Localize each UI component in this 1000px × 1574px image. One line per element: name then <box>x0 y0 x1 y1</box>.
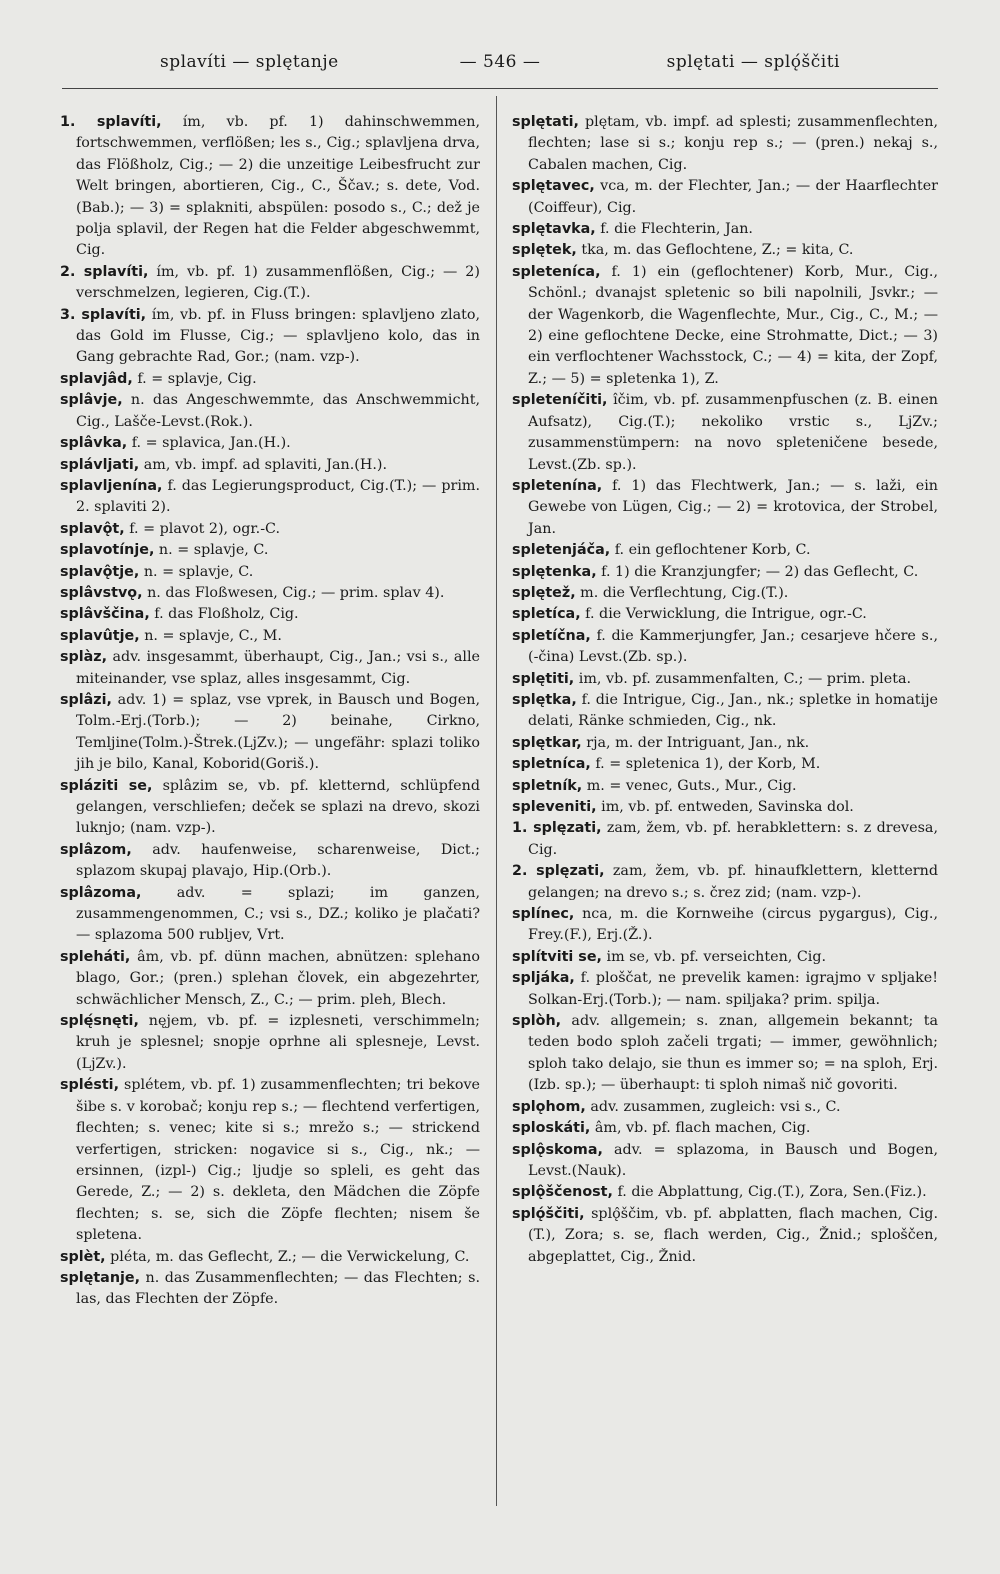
right-column <box>512 112 938 1532</box>
dictionary-entry <box>512 1204 938 1268</box>
entry-definition: n. das Floßwesen, Cig.; — prim. splav 4). <box>142 584 445 601</box>
entry-headword: splàz, <box>60 649 108 666</box>
dictionary-entry <box>60 390 480 433</box>
entry-definition: ím, vb. pf. in Fluss bringen: splavljeno zlato, das Gold im Flusse, Cig.; — splavljeno kolo, das in Gang gebrachte Rad, Gor.; (nam. vzp-). <box>76 306 480 366</box>
entry-definition: im, vb. pf. zusammenfalten, C.; — prim. pleta. <box>574 670 912 687</box>
entry-definition: f. ein geflochtener Korb, C. <box>610 542 811 559</box>
dictionary-entry <box>512 476 938 540</box>
dictionary-entry <box>512 733 938 754</box>
dictionary-entry <box>512 1118 938 1139</box>
entry-headword: splínec, <box>512 906 575 923</box>
entry-headword: splâvka, <box>60 435 128 452</box>
entry-definition: n. = splavje, C. <box>139 563 254 580</box>
entry-definition: f. 1) ein (geflochtener) Korb, Mur., Cig., Schönl.; dvanajst spletenic so bili napolnili, Jsvkr.; — der Wagenkorb, die Wagenflechte, Mur., Cig., C., M.; — 2) eine geflochtene Decke, eine Strohmatte, Dict.; — 3) ein verflochtener Wachsstock, C.; — 4) = kita, der Zopf, Z.; — 5) = spletenka 1), Z. <box>528 263 938 387</box>
entry-definition: adv. = splazoma, in Bausch und Bogen, Levst.(Nauk). <box>528 1141 938 1179</box>
entry-headword: sploskáti, <box>512 1120 591 1137</box>
entry-definition: nęjem, vb. pf. = izplesneti, verschimmeln; kruh je splesnel; snopje oprhne ali splesneje, Levst.(LjZv.). <box>76 1013 480 1072</box>
dictionary-entry <box>60 1075 480 1246</box>
entry-headword: splâvje, <box>60 392 123 409</box>
dictionary-entry <box>512 947 938 968</box>
dictionary-entry <box>512 1182 938 1203</box>
entry-definition: f. das Legierungsproduct, Cig.(T.); — prim. 2. splaviti 2). <box>76 477 480 516</box>
entry-definition: plętam, vb. impf. ad splesti; zusammenflechten, flechten; lase si s.; konju rep s.; — (pren.) nekaj s., Cabalen machen, Cig. <box>528 114 938 173</box>
entry-headword: spletíčna, <box>512 627 591 644</box>
entry-definition: m. = venec, Guts., Mur., Cig. <box>582 777 797 794</box>
entry-headword: spleveniti, <box>512 799 597 815</box>
entry-headword: splǫhom, <box>512 1098 586 1115</box>
entry-definition: tka, m. das Geflochtene, Z.; = kita, C. <box>576 242 854 259</box>
entry-headword: spletníca, <box>512 756 591 773</box>
entry-definition: adv. = splazi; im ganzen, zusammengenommen, C.; vsi s., DZ.; koliko je plačati? — splazoma 500 rubljev, Vrt. <box>76 884 480 944</box>
entry-headword: spleháti, <box>60 948 131 965</box>
header-right: splętati — splǫ́ščiti <box>666 52 840 72</box>
dictionary-entry <box>60 947 480 1011</box>
entry-definition: n. = splavje, C., M. <box>139 627 282 644</box>
entry-headword: 1. splavíti, <box>60 114 162 130</box>
entry-headword: splętati, <box>512 114 579 130</box>
entry-headword: splętkar, <box>512 734 582 751</box>
entry-headword: splâzoma, <box>60 884 142 901</box>
dictionary-entry <box>512 240 938 261</box>
entry-headword: splavǫ̂t, <box>60 520 125 537</box>
entry-definition: f. das Floßholz, Cig. <box>149 606 299 623</box>
entry-definition: im, vb. pf. entweden, Savinska dol. <box>596 799 854 815</box>
entry-headword: splésti, <box>60 1077 120 1094</box>
dictionary-entry <box>60 476 480 519</box>
dictionary-entry <box>60 519 480 540</box>
dictionary-entry <box>512 219 938 240</box>
dictionary-entry <box>60 540 480 561</box>
dictionary-entry <box>512 112 938 176</box>
entry-headword: spleteníca, <box>512 263 601 280</box>
left-column <box>60 112 480 1532</box>
dictionary-entry <box>512 604 938 625</box>
entry-definition: pléta, m. das Geflecht, Z.; — die Verwickelung, C. <box>105 1248 470 1265</box>
entry-headword: spleteníčiti, <box>512 392 608 409</box>
entry-definition: n. = splavje, C. <box>154 542 269 559</box>
entry-definition: nca, m. die Kornweihe (circus pygargus), Cig., Frey.(F.), Erj.(Ž.). <box>528 906 938 944</box>
entry-headword: splavotínje, <box>60 542 155 559</box>
entry-headword: splèt, <box>60 1248 106 1265</box>
dictionary-entry <box>60 583 480 604</box>
entry-definition: vca, m. der Flechter, Jan.; — der Haarflechter (Coiffeur), Cig. <box>528 178 938 216</box>
entry-headword: 3. splavíti, <box>60 306 147 323</box>
dictionary-entry <box>512 176 938 219</box>
entry-headword: spletenína, <box>512 477 603 494</box>
dictionary-entry <box>512 669 938 690</box>
entry-headword: splę́snęti, <box>60 1013 139 1030</box>
entry-headword: splętanje, <box>60 1269 141 1286</box>
entry-definition: f. 1) das Flechtwerk, Jan.; — s. laži, ein Gewebe von Lügen, Cig.; — 2) = krotovica, der Strobel, Jan. <box>528 477 938 537</box>
dictionary-entry <box>512 1140 938 1183</box>
dictionary-entry <box>60 1011 480 1075</box>
dictionary-entry <box>512 818 938 861</box>
entry-definition: ím, vb. pf. 1) zusammenflößen, Cig.; — 2) verschmelzen, legieren, Cig.(T.). <box>76 263 480 302</box>
entry-headword: splǫ̂skoma, <box>512 1141 603 1158</box>
entry-headword: splǫ́ščiti, <box>512 1205 585 1222</box>
entry-definition: f. die Verwicklung, die Intrigue, ogr.-C. <box>580 606 867 623</box>
column-divider <box>496 96 497 1506</box>
entry-definition: ím, vb. pf. 1) dahinschwemmen, fortschwemmen, verflößen; les s., Cig.; splavljena drva, das Flößholz, Cig.; — 2) die unzeitige Leibesfrucht zur Welt bringen, abortieren, Cig., C., Ščav.; s. dete, Vod.(Bab.); — 3) = splakniti, abspülen: posodo s., C.; dež je polja splavil, der Regen hat die Felder abgeschwemmt, Cig. <box>76 114 480 259</box>
entry-headword: splavljenína, <box>60 477 163 494</box>
entry-definition: rja, m. der Intriguant, Jan., nk. <box>581 734 810 751</box>
dictionary-entry <box>60 1268 480 1311</box>
entry-headword: splǫ̂ščenost, <box>512 1184 613 1201</box>
entry-headword: splâvščina, <box>60 606 150 623</box>
entry-definition: n. das Zusammenflechten; — das Flechten; s. las, das Flechten der Zöpfe. <box>76 1269 480 1308</box>
entry-headword: splâvstvǫ, <box>60 584 143 601</box>
entry-definition: n. das Angeschwemmte, das Anschwemmicht, Cig., Lašče-Levst.(Rok.). <box>76 392 480 430</box>
dictionary-entry <box>60 840 480 883</box>
entry-definition: splǫ̂ščim, vb. pf. abplatten, flach machen, Cig.(T.), Zora; s. se, flach werden, Cig., Žnid.; sploščen, abgeplattet, Cig., Žnid. <box>528 1205 938 1265</box>
entry-headword: splòh, <box>512 1013 562 1030</box>
dictionary-entry <box>60 626 480 647</box>
entry-headword: 2. splavíti, <box>60 263 149 280</box>
entry-definition: zam, žem, vb. pf. hinaufklettern, kletternd gelangen; na drevo s.; s. črez zid; (nam. vzp-). <box>528 863 938 901</box>
dictionary-entry <box>512 583 938 604</box>
entry-definition: f. ploščat, ne prevelik kamen: igrajmo v spljake! Solkan-Erj.(Torb.); — nam. spiljaka? prim. spilja. <box>528 970 938 1008</box>
dictionary-entry <box>60 562 480 583</box>
entry-headword: splętiti, <box>512 670 575 687</box>
dictionary-entry <box>60 604 480 625</box>
entry-headword: 1. splęzati, <box>512 820 602 837</box>
entry-definition: îčim, vb. pf. zusammenpfuschen (z. B. einen Aufsatz), Cig.(T.); nekoliko vrstic s., LjZv.; zusammenstümpern: na novo spleteničene besede, Levst.(Zb. sp.). <box>528 392 938 473</box>
entry-definition: adv. 1) = splaz, vse vprek, in Bausch und Bogen, Tolm.-Erj.(Torb.); — 2) beinahe, Cirkno, Temljine(Tolm.)-Štrek.(LjZv.); — ungefähr: splazi toliko jih je bilo, Kanal, Koborid(Goriš.). <box>76 691 480 773</box>
dictionary-entry <box>512 776 938 797</box>
entry-headword: splętavka, <box>512 221 596 238</box>
dictionary-entry <box>60 433 480 454</box>
dictionary-entry <box>512 690 938 733</box>
dictionary-entry <box>512 968 938 1011</box>
entry-headword: spletník, <box>512 777 583 794</box>
entry-definition: f. = spletenica 1), der Korb, M. <box>590 756 821 773</box>
dictionary-entry <box>60 305 480 369</box>
dictionary-entry <box>512 1011 938 1097</box>
entry-definition: f. = splavje, Cig. <box>132 370 257 387</box>
dictionary-entry <box>512 390 938 476</box>
dictionary-entry <box>60 883 480 947</box>
entry-headword: splavjâd, <box>60 370 133 387</box>
entry-definition: f. die Flechterin, Jan. <box>595 221 753 238</box>
dictionary-entry <box>60 262 480 305</box>
entry-definition: adv. haufenweise, scharenweise, Dict.; splazom skupaj plavajo, Hip.(Orb.). <box>76 841 480 880</box>
dictionary-entry <box>60 369 480 390</box>
entry-definition: splétem, vb. pf. 1) zusammenflechten; tri bekove šibe s. v korobač; konju rep s.; — flechtend verfertigen, flechten; s. venec; kite si s.; mrežo s.; — strickend verfertigen, stricken: nogavice si s., Cig., nk.; — ersinnen, (izpl-) Cig.; ljudje so spleli, es geht das Gerede, Z.; — 2) s. dekleta, den Mädchen die Zöpfe flechten; s. se, sich die Zöpfe flechten; nisem še spletena. <box>76 1077 480 1244</box>
entry-definition: f. die Intrigue, Cig., Jan., nk.; spletke in homatije delati, Ränke schmieden, Cig., nk. <box>528 691 938 730</box>
entry-headword: spláziti se, <box>60 777 153 794</box>
entry-definition: f. die Abplattung, Cig.(T.), Zora, Sen.(Fiz.). <box>612 1184 927 1201</box>
dictionary-entry <box>60 455 480 476</box>
entry-definition: zam, žem, vb. pf. herabklettern: s. z drevesa, Cig. <box>528 820 938 858</box>
entry-headword: splętavec, <box>512 178 595 195</box>
dictionary-entry <box>512 540 938 561</box>
dictionary-entry <box>512 861 938 904</box>
dictionary-entry <box>512 562 938 583</box>
entry-definition: f. 1) die Kranzjungfer; — 2) das Geflecht, C. <box>596 563 919 580</box>
entry-definition: adv. insgesammt, überhaupt, Cig., Jan.; vsi s., alle miteinander, vse splaz, alles insgesammt, Cig. <box>76 649 480 687</box>
dictionary-entry <box>60 690 480 776</box>
entry-headword: splávljati, <box>60 456 140 473</box>
dictionary-entry <box>512 797 938 818</box>
entry-headword: splętek, <box>512 242 577 259</box>
page-header <box>160 52 840 80</box>
entry-headword: splętka, <box>512 691 577 708</box>
dictionary-entry <box>512 262 938 390</box>
entry-headword: splâzom, <box>60 841 132 858</box>
entry-headword: splętenka, <box>512 563 597 580</box>
entry-definition: f. = plavot 2), ogr.-C. <box>124 520 280 537</box>
entry-definition: adv. zusammen, zugleich: vsi s., C. <box>585 1098 841 1115</box>
dictionary-entry <box>512 904 938 947</box>
entry-headword: spletíca, <box>512 606 581 623</box>
dictionary-entry <box>60 112 480 262</box>
entry-definition: am, vb. impf. ad splaviti, Jan.(H.). <box>139 456 388 473</box>
entry-definition: splâzim se, vb. pf. kletternd, schlüpfend gelangen, verschliefen; deček se splazi na drevo, skozi luknjo; (nam. vzp-). <box>76 777 480 837</box>
entry-definition: f. die Kammerjungfer, Jan.; cesarjeve hčere s., (-čina) Levst.(Zb. sp.). <box>528 627 938 666</box>
header-left: splavíti — splętanje <box>160 52 339 72</box>
header-rule <box>62 88 938 89</box>
entry-headword: spletenjáča, <box>512 542 611 559</box>
entry-definition: f. = splavica, Jan.(H.). <box>127 435 291 452</box>
dictionary-entry <box>512 754 938 775</box>
entry-definition: im se, vb. pf. verseichten, Cig. <box>601 948 827 965</box>
entry-headword: splavǫ̂tje, <box>60 563 140 580</box>
entry-headword: splítviti se, <box>512 948 602 965</box>
dictionary-entry <box>512 1097 938 1118</box>
entry-definition: m. die Verflechtung, Cig.(T.). <box>575 584 789 601</box>
entry-headword: 2. splęzati, <box>512 863 605 880</box>
entry-definition: adv. allgemein; s. znan, allgemein bekannt; ta teden bodo sploh začeli trgati; — immer, gewöhnlich; sploh tako delajo, sie thun es immer so; = na sploh, Erj.(Izb. sp.); — überhaupt: ti sploh nimaš nič govoriti. <box>528 1013 938 1094</box>
dictionary-entry <box>60 776 480 840</box>
entry-definition: âm, vb. pf. dünn machen, abnützen: splehano blago, Gor.; (pren.) splehan človek, ein abgezehrter, schwächlicher Mensch, Z., C.; — prim. pleh, Blech. <box>76 948 480 1008</box>
entry-headword: splâzi, <box>60 691 112 708</box>
entry-headword: splavûtje, <box>60 627 140 644</box>
page-number: — 546 — <box>459 52 541 72</box>
dictionary-entry <box>512 626 938 669</box>
entry-headword: splętež, <box>512 584 576 601</box>
entry-headword: spljáka, <box>512 970 575 987</box>
entry-definition: âm, vb. pf. flach machen, Cig. <box>590 1120 811 1137</box>
dictionary-entry <box>60 647 480 690</box>
dictionary-entry <box>60 1247 480 1268</box>
